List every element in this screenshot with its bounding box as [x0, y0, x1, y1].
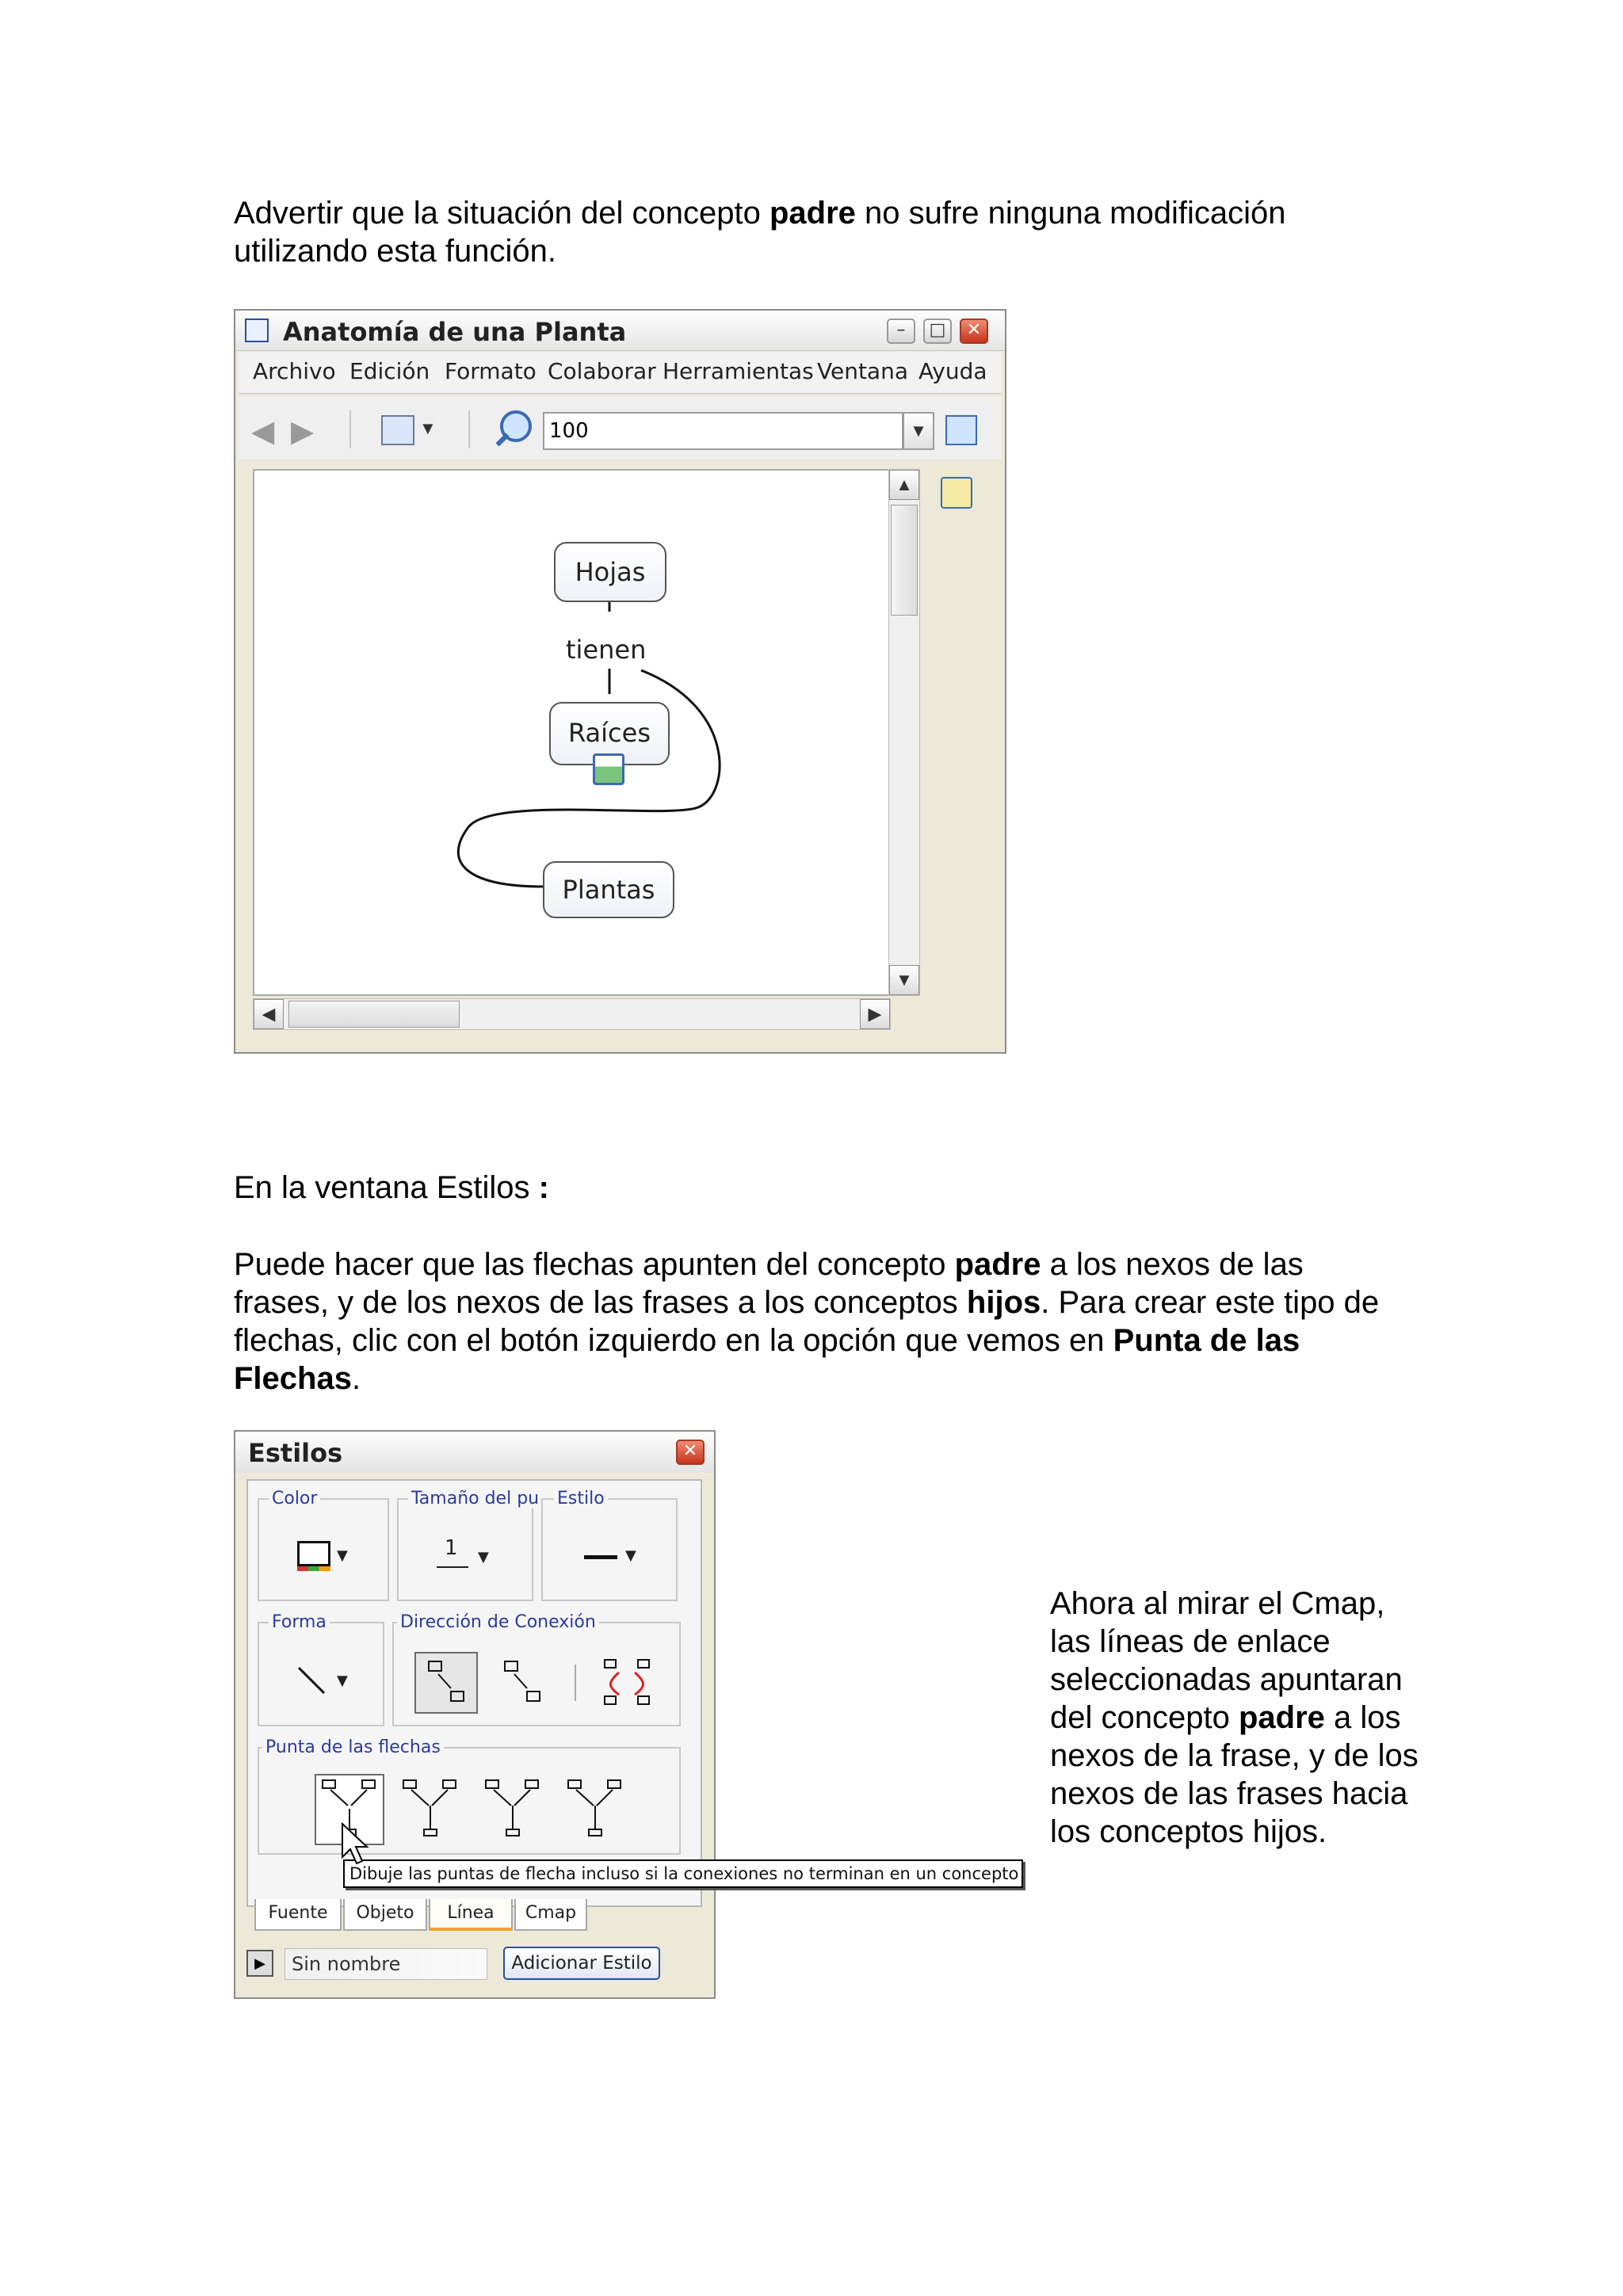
- title-bar: [235, 311, 1005, 351]
- cmap-panel-icon[interactable]: [941, 477, 972, 509]
- view-icon[interactable]: [381, 415, 414, 445]
- chevron-down-icon[interactable]: ▼: [625, 1547, 636, 1564]
- edit-styles-icon[interactable]: [945, 415, 977, 445]
- add-style-button[interactable]: Adicionar Estilo: [503, 1947, 660, 1980]
- chevron-down-icon[interactable]: ▼: [478, 1549, 489, 1566]
- arrowhead-none-icon[interactable]: [560, 1774, 630, 1845]
- cmap-app-icon: [245, 318, 269, 342]
- zoom-input[interactable]: 100: [543, 412, 903, 450]
- menu-ayuda[interactable]: Ayuda: [918, 358, 987, 384]
- arrowhead-parent-icon[interactable]: [478, 1774, 548, 1845]
- horizontal-scrollbar[interactable]: [253, 998, 891, 1030]
- cmap-window: [234, 309, 1006, 1054]
- window-title: Anatomía de una Planta: [283, 317, 627, 347]
- arrowhead-child-icon[interactable]: [395, 1774, 465, 1845]
- scroll-right-icon[interactable]: ▶: [860, 999, 890, 1029]
- styles-panel: [246, 1479, 702, 1907]
- chevron-down-icon[interactable]: ▼: [337, 1547, 348, 1564]
- direction-group: Dirección de Conexión: [392, 1622, 681, 1726]
- close-button[interactable]: ✕: [960, 318, 988, 344]
- color-group: Color ▼: [258, 1498, 389, 1601]
- line-size-value[interactable]: 1: [445, 1536, 458, 1560]
- color-picker-icon[interactable]: [297, 1541, 330, 1566]
- size-group: Tamaño del pu 1 ▼: [397, 1498, 533, 1601]
- menu-colaborar[interactable]: Colaborar: [548, 358, 656, 384]
- line-shape-icon[interactable]: [296, 1665, 327, 1696]
- zoom-dropdown-button[interactable]: ▼: [903, 412, 934, 450]
- arrowheads-group: Punta de las flechas: [258, 1747, 681, 1855]
- tab-fuente[interactable]: Fuente: [254, 1899, 342, 1931]
- maximize-button[interactable]: □: [923, 318, 952, 344]
- style-name-row: [246, 1945, 702, 1981]
- scroll-up-icon[interactable]: ▲: [889, 470, 919, 500]
- style-group: Estilo ▼: [541, 1498, 678, 1601]
- vertical-scrollbar[interactable]: [888, 469, 920, 996]
- menu-ventana[interactable]: Ventana: [817, 358, 908, 384]
- horizontal-scroll-thumb[interactable]: [288, 1001, 460, 1028]
- menu-herramientas[interactable]: Herramientas: [663, 358, 814, 384]
- tab-objeto[interactable]: Objeto: [343, 1899, 427, 1931]
- size-underline: [437, 1566, 468, 1568]
- chevron-down-icon[interactable]: ▼: [337, 1672, 348, 1689]
- bold-padre: padre: [769, 196, 856, 231]
- concept-plantas[interactable]: Plantas: [543, 861, 674, 918]
- bold-punta-flechas: Punta de las Flechas: [234, 1323, 1300, 1396]
- toolbar-separator: [349, 410, 351, 448]
- menu-edicion[interactable]: Edición: [349, 358, 430, 384]
- menu-formato[interactable]: Formato: [445, 358, 537, 384]
- styles-title-bar: [235, 1432, 714, 1473]
- link-phrase-tienen[interactable]: tienen: [566, 635, 647, 665]
- concept-hojas[interactable]: Hojas: [554, 542, 666, 602]
- menu-bar: [239, 352, 1002, 394]
- menu-archivo[interactable]: Archivo: [253, 358, 336, 384]
- back-arrow-icon[interactable]: ◀: [251, 414, 275, 448]
- intro-paragraph: Advertir que la situación del concepto padre no sufre ninguna modificación utilizando esta función.: [234, 196, 1286, 269]
- expand-play-icon[interactable]: ▶: [246, 1950, 273, 1977]
- mouse-cursor-icon: [341, 1822, 369, 1865]
- toolbar: [239, 396, 1002, 460]
- tab-cmap[interactable]: Cmap: [514, 1899, 587, 1931]
- scroll-left-icon[interactable]: ◀: [254, 999, 284, 1029]
- close-button[interactable]: ✕: [676, 1440, 705, 1465]
- direction-separator: [575, 1665, 576, 1701]
- side-note: Ahora al mirar el Cmap, las líneas de enlace seleccionadas apuntaran del concepto padre a los nexos de la frase, y de los nexos de las frases hacia los conceptos hijos.: [1050, 1586, 1419, 1849]
- styles-paragraph: Puede hacer que las flechas apunten del concepto padre a los nexos de las frases, y de los nexos de las frases a los conceptos hijos. Para crear este tipo de flechas, clic con el botón izquierdo en la opción que vemos en Punta de las Flechas.: [234, 1247, 1380, 1396]
- concept-raices[interactable]: Raíces: [549, 702, 670, 765]
- shape-group: Forma ▼: [258, 1622, 384, 1726]
- direction-up-icon[interactable]: [491, 1652, 554, 1714]
- toolbar-separator: [468, 410, 470, 448]
- map-canvas[interactable]: [253, 469, 903, 996]
- style-name-input[interactable]: Sin nombre: [285, 1948, 487, 1980]
- direction-down-icon[interactable]: [414, 1652, 478, 1714]
- image-icon[interactable]: [593, 753, 624, 785]
- arrowhead-tooltip: Dibuje las puntas de flecha incluso si la conexiones no terminan en un concepto: [343, 1859, 1023, 1888]
- minimize-button[interactable]: –: [887, 318, 915, 344]
- direction-swap-icon[interactable]: [597, 1652, 660, 1714]
- vertical-scroll-thumb[interactable]: [891, 505, 918, 616]
- section-heading: En la ventana Estilos :: [234, 1170, 549, 1205]
- forward-arrow-icon[interactable]: ▶: [291, 414, 315, 448]
- styles-title: Estilos: [248, 1438, 343, 1468]
- tab-linea[interactable]: Línea: [429, 1899, 513, 1931]
- styles-window: [234, 1430, 716, 1999]
- scroll-down-icon[interactable]: ▼: [889, 965, 919, 995]
- chevron-down-icon[interactable]: ▼: [419, 418, 437, 438]
- line-style-icon[interactable]: [584, 1555, 617, 1559]
- styles-tabs: [246, 1899, 611, 1934]
